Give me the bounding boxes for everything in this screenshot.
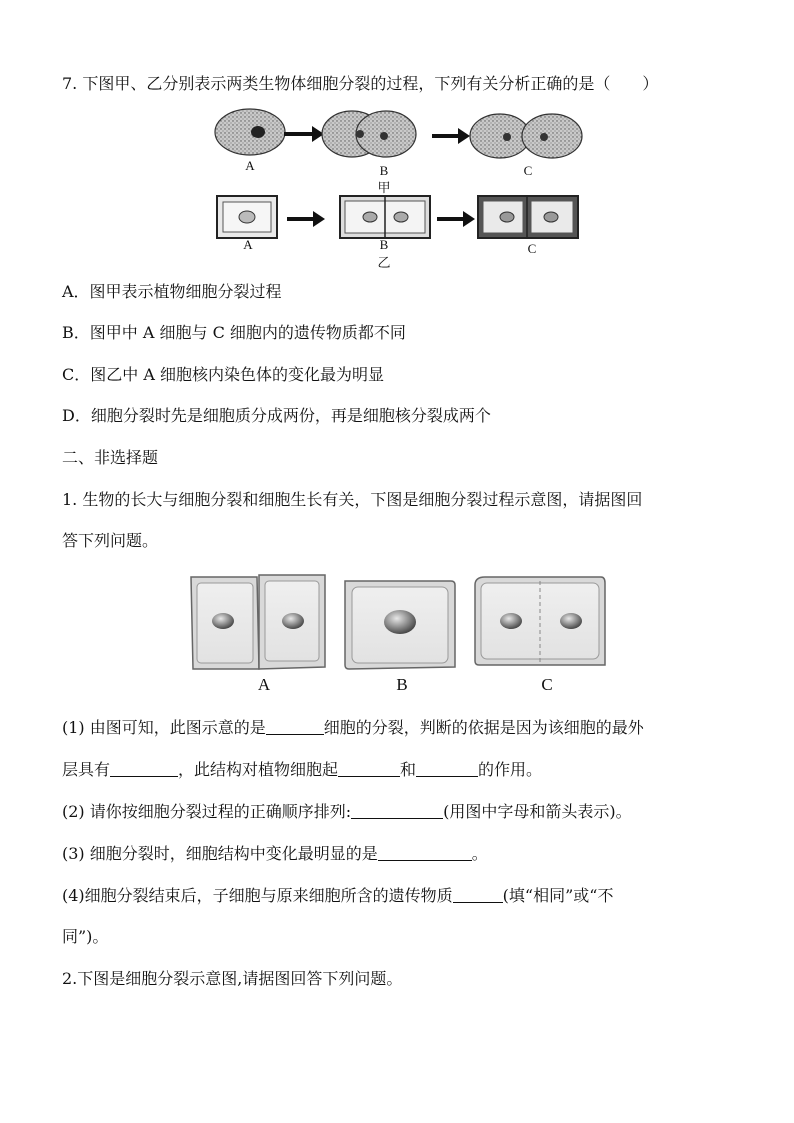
q1-sub4-line1	[62, 885, 613, 907]
answer-blank-3[interactable]	[338, 760, 400, 777]
q1-sub4-line2: 同”)。	[62, 927, 109, 946]
q1-sub3-text-a: (3) 细胞分裂时，细胞结构中变化最明显的是	[62, 844, 378, 863]
q1-label-c: C	[541, 675, 553, 694]
yi-label-c: C	[527, 241, 537, 256]
q7-option-c: C．图乙中 A 细胞核内染色体的变化最为明显	[62, 365, 384, 384]
q1-sub3-text-b: 。	[471, 844, 488, 863]
yi-label-a: A	[243, 237, 253, 252]
yi-label-b: B	[379, 237, 389, 252]
answer-blank-2[interactable]	[110, 760, 178, 777]
q1-sub4-text-a: (4)细胞分裂结束后，子细胞与原来细胞所含的遗传物质	[62, 886, 453, 905]
jia-cell-a	[215, 109, 285, 155]
q1-cell-c	[475, 577, 605, 665]
q1-label-b: B	[396, 675, 408, 694]
q2-stem: 2.下图是细胞分裂示意图,请据图回答下列问题。	[62, 969, 403, 988]
q1-cell-a	[191, 575, 325, 669]
answer-blank-5[interactable]	[351, 802, 443, 819]
q7-option-d: D．细胞分裂时先是细胞质分成两份，再是细胞核分裂成两个	[62, 406, 491, 425]
q1-sub1-text-d: ，此结构对植物细胞起	[178, 760, 339, 779]
q1-sub1-line2	[62, 759, 542, 781]
q1-stem-line1: 1. 生物的长大与细胞分裂和细胞生长有关，下图是细胞分裂过程示意图，请据图回	[62, 490, 643, 509]
jia-label-b: B	[379, 163, 389, 178]
q1-sub1-text-b: 细胞的分裂，判断的依据是因为该细胞的最外	[323, 718, 644, 737]
q1-sub2-text-b: (用图中字母和箭头表示)。	[443, 802, 632, 821]
q1-sub3	[62, 843, 488, 865]
jia-cell-c	[470, 114, 582, 158]
q7-option-b: B．图甲中 A 细胞与 C 细胞内的遗传物质都不同	[62, 323, 406, 342]
q1-sub1-text-f: 的作用。	[478, 760, 543, 779]
q1-sub2-text-a: (2) 请你按细胞分裂过程的正确顺序排列:	[62, 802, 352, 821]
jia-label-a: A	[245, 158, 255, 173]
q1-cell-b	[345, 581, 455, 669]
yi-cell-a	[217, 196, 277, 238]
q1-sub1-text-e: 和	[400, 760, 417, 779]
arrow-icon	[437, 211, 475, 227]
answer-blank-1[interactable]	[266, 718, 324, 735]
yi-cell-c	[478, 196, 578, 238]
q1-sub1-line1	[62, 717, 644, 739]
q1-stem-line2: 答下列问题。	[62, 531, 159, 550]
arrow-icon	[432, 128, 470, 144]
jia-label-c: C	[523, 163, 533, 178]
q1-sub2	[62, 801, 632, 823]
yi-cell-b	[340, 196, 430, 238]
q1-sub4-text-b: (填“相同”或“不	[502, 886, 614, 905]
answer-blank-6[interactable]	[378, 844, 472, 861]
q1-label-a: A	[257, 675, 271, 694]
section-title: 二、非选择题	[62, 448, 159, 467]
jia-cell-b	[322, 111, 416, 157]
q1-sub1-text-c: 层具有	[62, 760, 111, 779]
q7-option-a: A．图甲表示植物细胞分裂过程	[62, 282, 282, 301]
figure-q1	[185, 573, 610, 673]
arrow-icon	[287, 211, 325, 227]
answer-blank-4[interactable]	[416, 760, 478, 777]
jia-caption: 甲	[377, 180, 391, 195]
answer-blank-7[interactable]	[453, 886, 503, 903]
yi-caption: 乙	[377, 255, 391, 270]
q1-sub1-text-a: (1) 由图可知，此图示意的是	[62, 718, 266, 737]
figure-jia	[200, 104, 600, 194]
arrow-icon	[284, 126, 324, 142]
figure-yi	[215, 193, 595, 243]
q7-stem: 7. 下图甲、乙分别表示两类生物体细胞分裂的过程，下列有关分析正确的是（ ）	[62, 74, 659, 93]
